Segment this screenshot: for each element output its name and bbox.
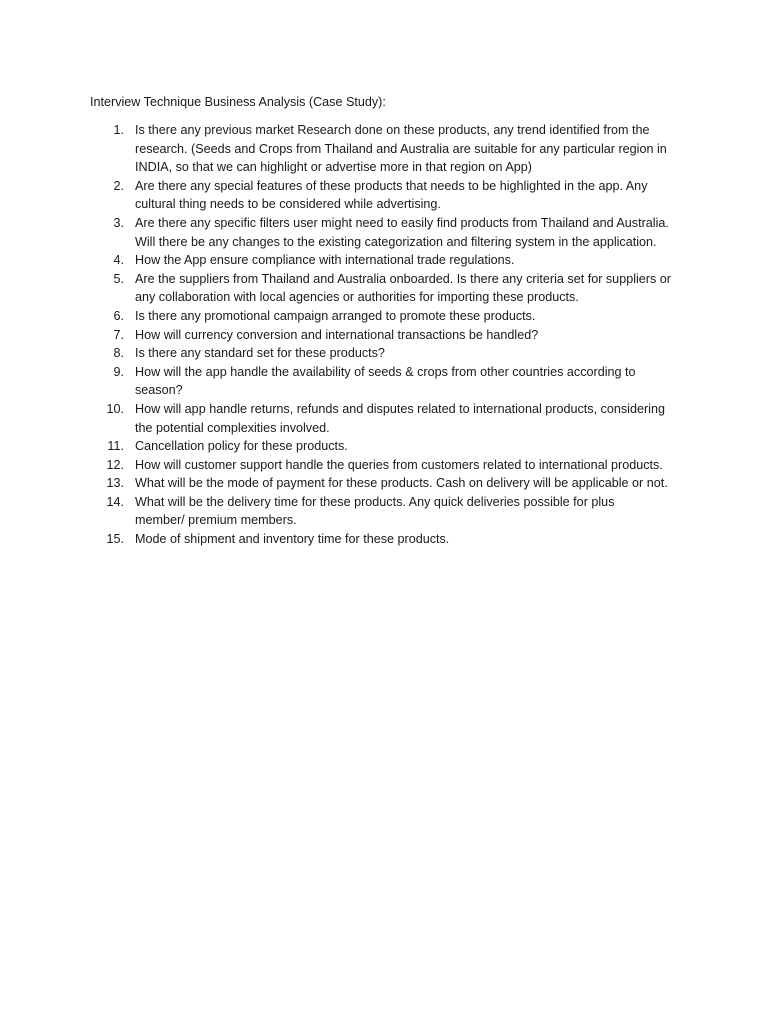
question-item bbox=[90, 530, 690, 549]
question-text-line: Will there be any changes to the existing categorization and filtering system in the application. bbox=[135, 234, 657, 249]
question-text-line: Is there any standard set for these products? bbox=[135, 346, 385, 361]
question-text-line: member/ premium members. bbox=[135, 513, 297, 528]
question-number: 11. bbox=[107, 439, 124, 454]
question-number: 13. bbox=[106, 476, 124, 491]
question-item bbox=[90, 307, 690, 326]
question-number: 5. bbox=[113, 271, 124, 286]
question-text-line: Is there any previous market Research done on these products, any trend identified from the bbox=[135, 123, 650, 137]
question-number: 14. bbox=[106, 494, 124, 509]
question-text-line: INDIA, so that we can highlight or advertise more in that region on App) bbox=[135, 160, 532, 175]
question-number: 8. bbox=[113, 346, 124, 361]
question-number: 10. bbox=[106, 401, 124, 416]
question-item bbox=[90, 400, 690, 437]
question-item bbox=[90, 474, 690, 493]
question-number: 1. bbox=[113, 123, 124, 137]
question-item bbox=[90, 437, 690, 456]
question-number: 9. bbox=[113, 364, 124, 379]
question-text-line: Is there any promotional campaign arranged to promote these products. bbox=[135, 308, 536, 323]
document-title: Interview Technique Business Analysis (Case Study): bbox=[90, 95, 386, 109]
question-text-line: How will currency conversion and international transactions be handled? bbox=[135, 327, 539, 342]
question-text-line: season? bbox=[135, 383, 183, 398]
question-item bbox=[90, 214, 690, 251]
question-item bbox=[90, 251, 690, 270]
question-number: 15. bbox=[106, 532, 124, 547]
question-text-line: What will be the mode of payment for these products. Cash on delivery will be applicable or not. bbox=[135, 476, 668, 491]
question-number: 12. bbox=[106, 457, 124, 472]
question-number: 4. bbox=[113, 253, 124, 268]
question-text-line: Mode of shipment and inventory time for these products. bbox=[135, 532, 450, 547]
question-number: 2. bbox=[113, 178, 124, 193]
question-text-line: Cancellation policy for these products. bbox=[135, 439, 348, 454]
question-text-line: What will be the delivery time for these products. Any quick deliveries possible for plus bbox=[135, 494, 615, 509]
question-number: 7. bbox=[113, 327, 124, 342]
question-item bbox=[90, 177, 690, 214]
question-text-line: research. (Seeds and Crops from Thailand and Australia are suitable for any particular region in bbox=[135, 141, 667, 156]
question-item bbox=[90, 344, 690, 363]
question-item bbox=[90, 456, 690, 475]
question-item bbox=[90, 121, 690, 177]
question-text-line: How will app handle returns, refunds and disputes related to international products, considering bbox=[135, 401, 665, 416]
question-text-line: cultural thing needs to be considered while advertising. bbox=[135, 197, 441, 212]
question-text-line: Are the suppliers from Thailand and Australia onboarded. Is there any criteria set for suppliers or bbox=[135, 271, 671, 286]
question-item bbox=[90, 493, 690, 530]
question-item bbox=[90, 270, 690, 307]
question-text-line: Are there any special features of these products that needs to be highlighted in the app. Any bbox=[135, 178, 648, 193]
question-text-line: the potential complexities involved. bbox=[135, 420, 330, 435]
question-text-line: How will the app handle the availability of seeds & crops from other countries according to bbox=[135, 364, 636, 379]
question-text-line: How will customer support handle the queries from customers related to international products. bbox=[135, 457, 663, 472]
question-text-line: Are there any specific filters user might need to easily find products from Thailand and Australia. bbox=[135, 215, 669, 230]
question-list bbox=[90, 121, 690, 549]
question-text-line: any collaboration with local agencies or authorities for importing these products. bbox=[135, 290, 579, 305]
question-item bbox=[90, 326, 690, 345]
question-item bbox=[90, 363, 690, 400]
question-number: 6. bbox=[113, 308, 124, 323]
question-text-line: How the App ensure compliance with international trade regulations. bbox=[135, 253, 515, 268]
question-number: 3. bbox=[113, 215, 124, 230]
